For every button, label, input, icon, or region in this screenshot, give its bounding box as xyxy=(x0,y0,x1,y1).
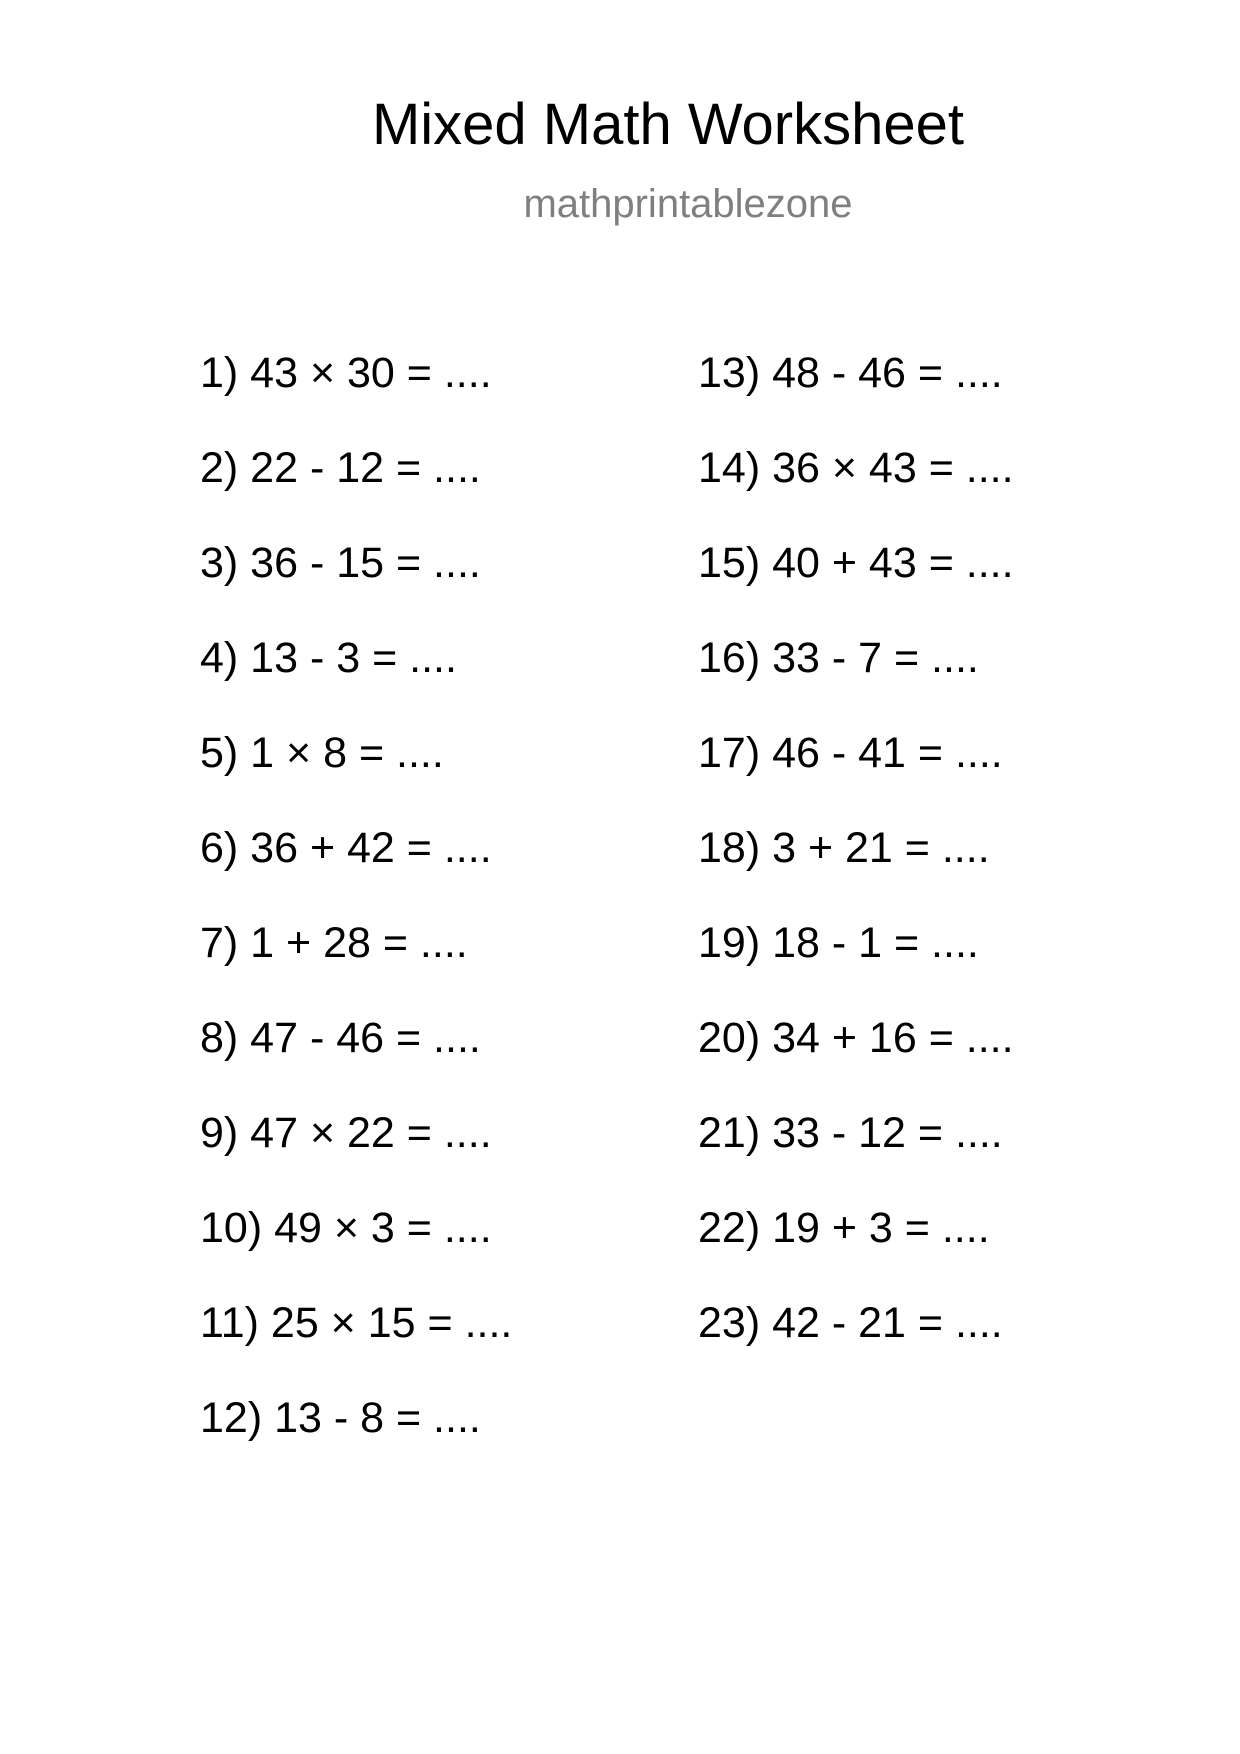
problem-11: 11) 25 × 15 = .... xyxy=(200,1299,513,1347)
problems-left-column xyxy=(200,349,513,1492)
problem-23: 23) 42 - 21 = .... xyxy=(698,1299,1003,1347)
problem-7: 7) 1 + 28 = .... xyxy=(200,919,468,967)
problem-12: 12) 13 - 8 = .... xyxy=(200,1394,481,1442)
problem-1: 1) 43 × 30 = .... xyxy=(200,349,492,397)
problem-2: 2) 22 - 12 = .... xyxy=(200,444,481,492)
problem-17: 17) 46 - 41 = .... xyxy=(698,729,1003,777)
problems-right-column xyxy=(698,349,1014,1397)
problem-10: 10) 49 × 3 = .... xyxy=(200,1204,492,1252)
problem-22: 22) 19 + 3 = .... xyxy=(698,1204,990,1252)
problem-19: 19) 18 - 1 = .... xyxy=(698,919,979,967)
problem-13: 13) 48 - 46 = .... xyxy=(698,349,1003,397)
problem-4: 4) 13 - 3 = .... xyxy=(200,634,457,682)
problem-3: 3) 36 - 15 = .... xyxy=(200,539,481,587)
problem-16: 16) 33 - 7 = .... xyxy=(698,634,979,682)
problem-18: 18) 3 + 21 = .... xyxy=(698,824,990,872)
problem-21: 21) 33 - 12 = .... xyxy=(698,1109,1003,1157)
problem-20: 20) 34 + 16 = .... xyxy=(698,1014,1014,1062)
worksheet-title: Mixed Math Worksheet xyxy=(371,92,965,157)
problem-14: 14) 36 × 43 = .... xyxy=(698,444,1014,492)
problem-5: 5) 1 × 8 = .... xyxy=(200,729,444,777)
worksheet-source: mathprintablezone xyxy=(523,182,853,226)
problem-15: 15) 40 + 43 = .... xyxy=(698,539,1014,587)
problem-6: 6) 36 + 42 = .... xyxy=(200,824,492,872)
problem-8: 8) 47 - 46 = .... xyxy=(200,1014,481,1062)
problem-9: 9) 47 × 22 = .... xyxy=(200,1109,492,1157)
